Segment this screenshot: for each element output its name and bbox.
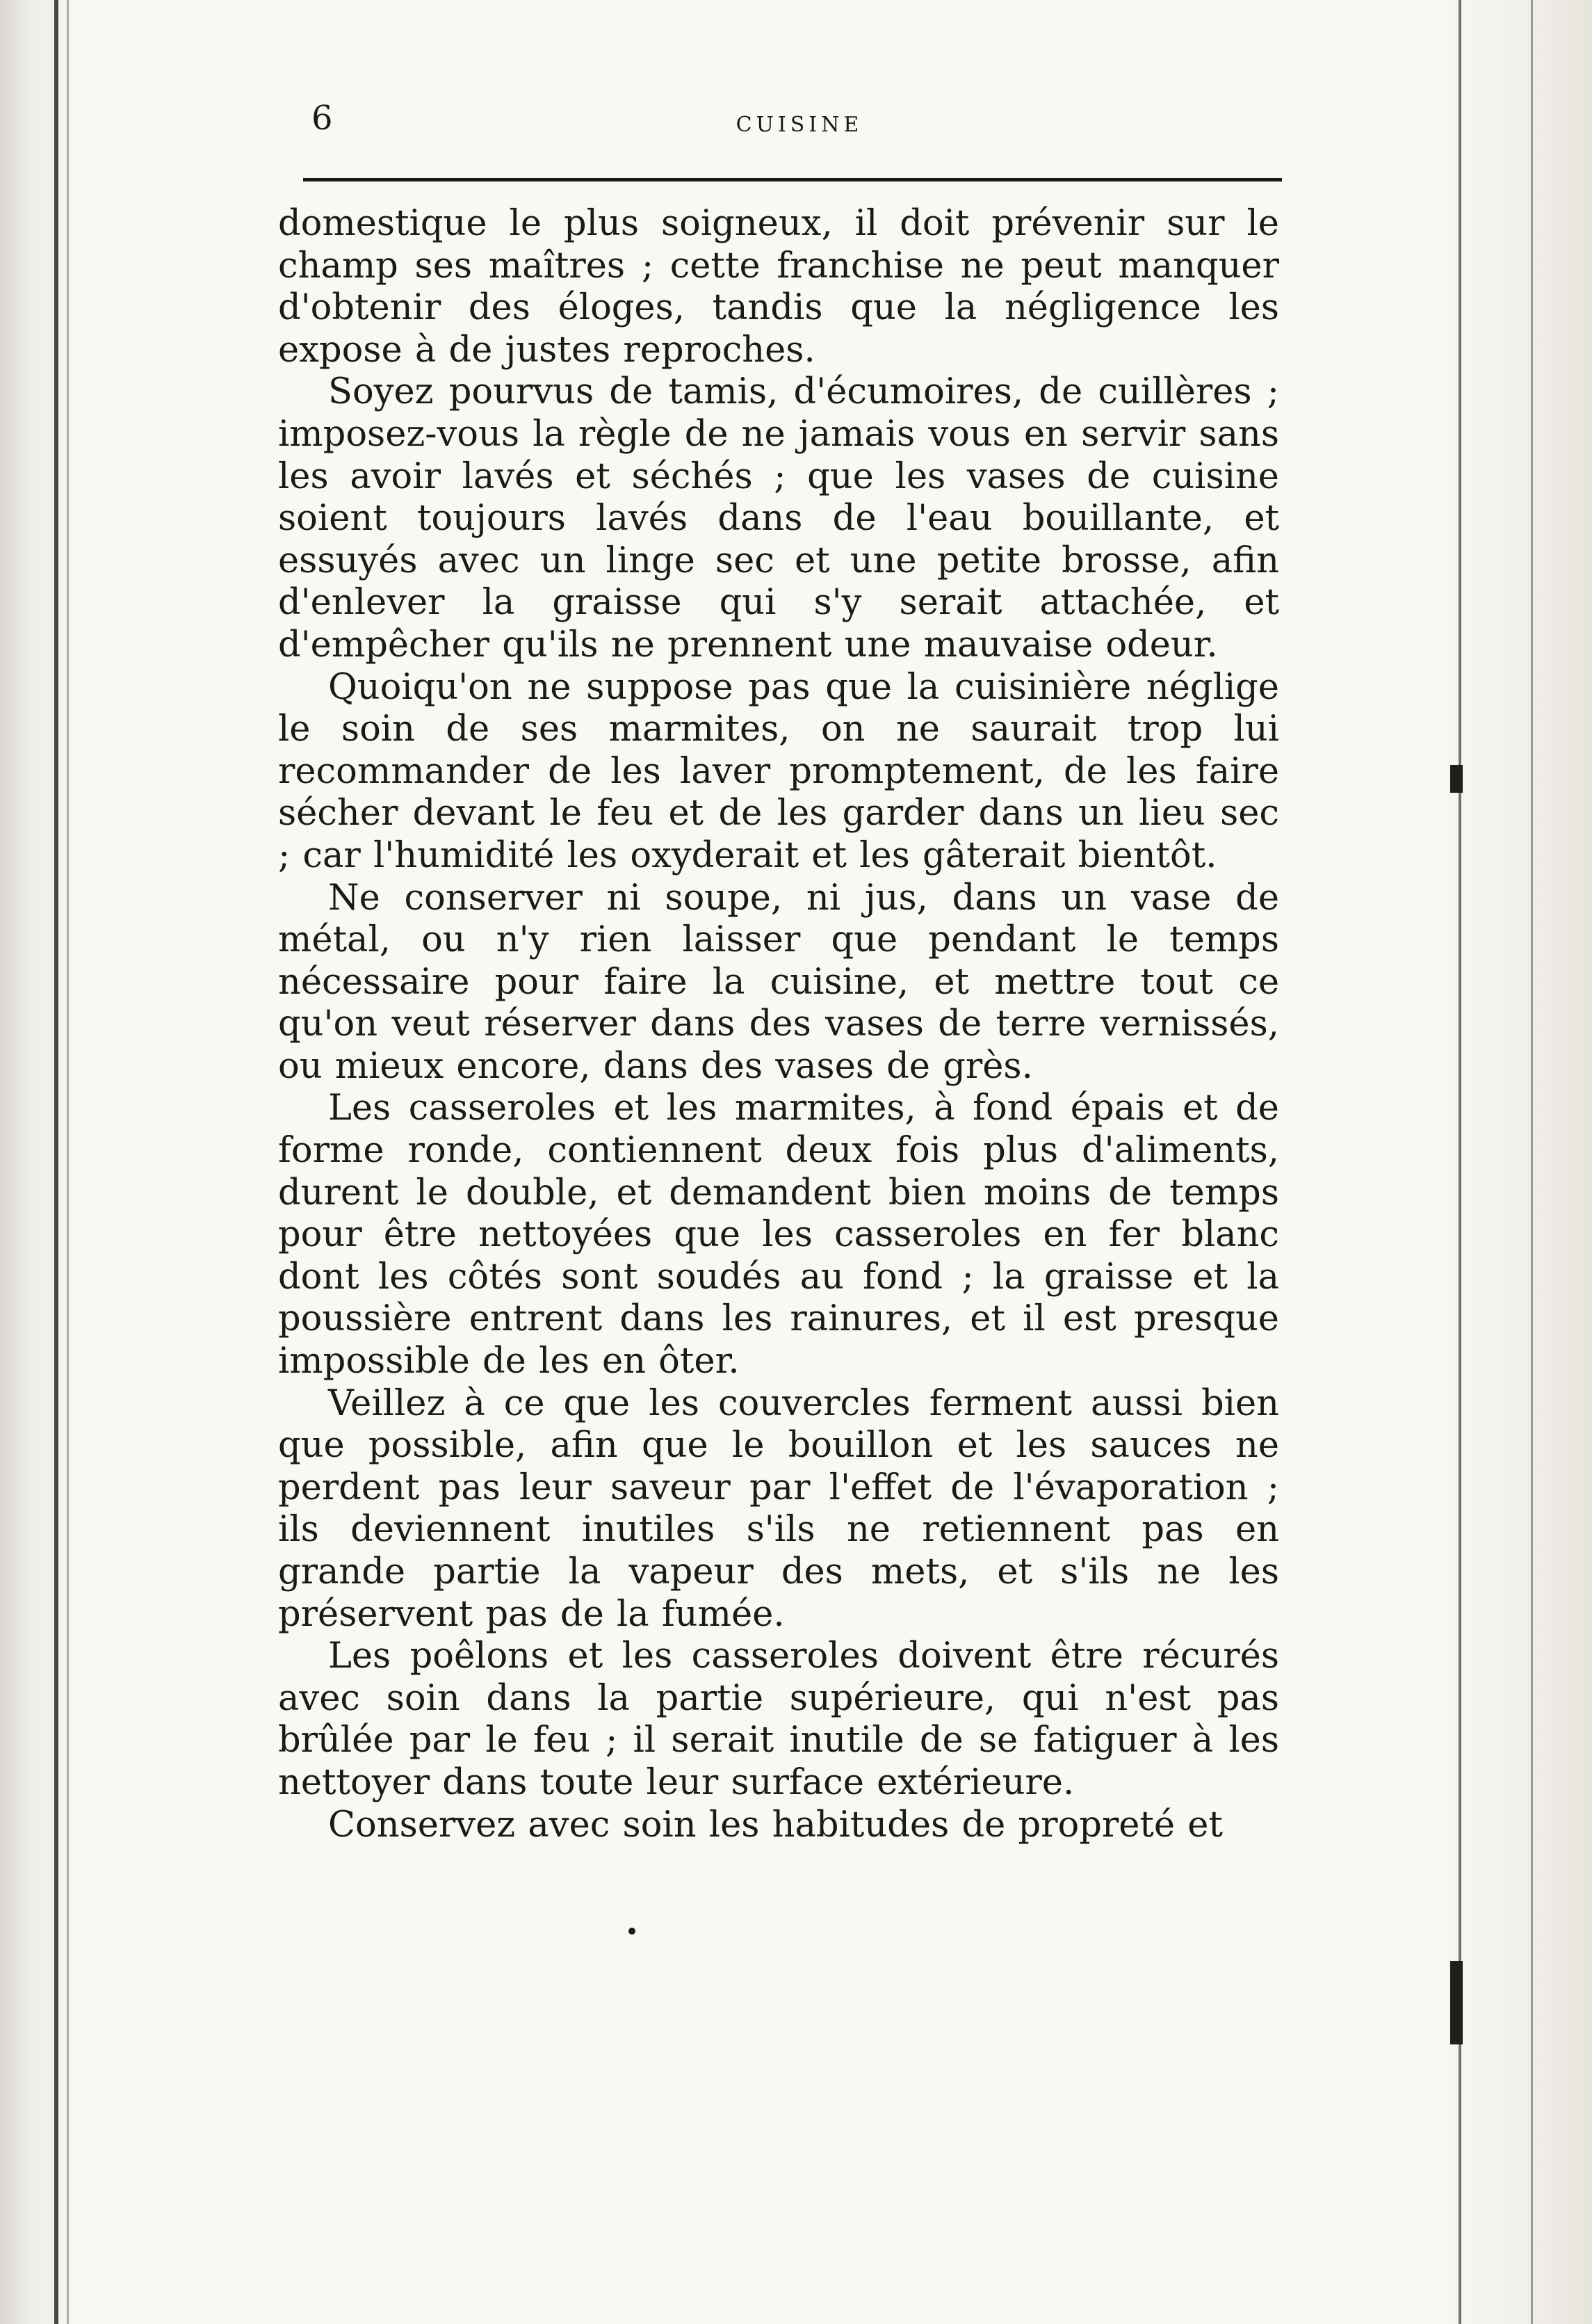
running-title: CUISINE [736, 113, 863, 137]
paragraph: Conservez avec soin les habitudes de propreté et [328, 1804, 1223, 1846]
paragraph: Quoiqu'on ne suppose pas que la cuisinière néglige le soin de ses marmites, on ne saurait trop lui recommander de les laver promptement, de les faire sécher devant le feu et de les garder dans un lieu sec ; car l'humidité les oxyderait et les gâterait bientôt. [278, 666, 1279, 876]
page-number: 6 [311, 99, 333, 138]
binding-shadow-line [67, 0, 69, 2324]
printer-mark [628, 1928, 635, 1935]
paragraph: Les poêlons et les casseroles doivent être récurés avec soin dans la partie supérieure, qui n'est pas brûlée par le feu ; il serait inutile de se fatiguer à les nettoyer dans toute leur surface extérieure. [278, 1636, 1279, 1803]
body-text [278, 203, 1279, 1851]
binding-edge [0, 0, 76, 2324]
header-rule [303, 178, 1282, 181]
paragraph: Les casseroles et les marmites, à fond épais et de forme ronde, contiennent deux fois plus d'aliments, durent le double, et demandent bien moins de temps pour être nettoyées que les casseroles en fer blanc dont les côtés sont soudés au fond ; la graisse et la poussière entrent dans les rainures, et il est presque impossible de les en ôter. [278, 1088, 1279, 1382]
paragraph: Soyez pourvus de tamis, d'écumoires, de cuillères ; imposez-vous la règle de ne jamais vous en servir sans les avoir lavés et séchés ; que les vases de cuisine soient toujours lavés dans de l'eau bouillante, et essuyés avec un linge sec et une petite brosse, afin d'enlever la graisse qui s'y serait attachée, et d'empêcher qu'ils ne prennent une mauvaise odeur. [278, 371, 1279, 665]
paragraph: domestique le plus soigneux, il doit prévenir sur le champ ses maîtres ; cette franchise ne peut manquer d'obtenir des éloges, tandis que la négligence les expose à de justes reproches. [278, 203, 1279, 371]
paragraph: Veillez à ce que les couvercles ferment aussi bien que possible, afin que le bouillon et les sauces ne perdent pas leur saveur par l'effet de l'évaporation ; ils deviennent inutiles s'ils ne retiennent pas en grande partie la vapeur des mets, et s'ils ne les préservent pas de la fumée. [278, 1382, 1279, 1635]
paragraph: Ne conserver ni soupe, ni jus, dans un vase de métal, ou n'y rien laisser que pendant le temps nécessaire pour faire la cuisine, et mettre tout ce qu'on veut réserver dans des vases de terre vernissés, ou mieux encore, dans des vases de grès. [278, 877, 1279, 1087]
edge-mark [1450, 1961, 1463, 2044]
binding-shadow-line [54, 0, 58, 2324]
page-border-line [1531, 0, 1533, 2324]
edge-mark [1450, 765, 1463, 793]
